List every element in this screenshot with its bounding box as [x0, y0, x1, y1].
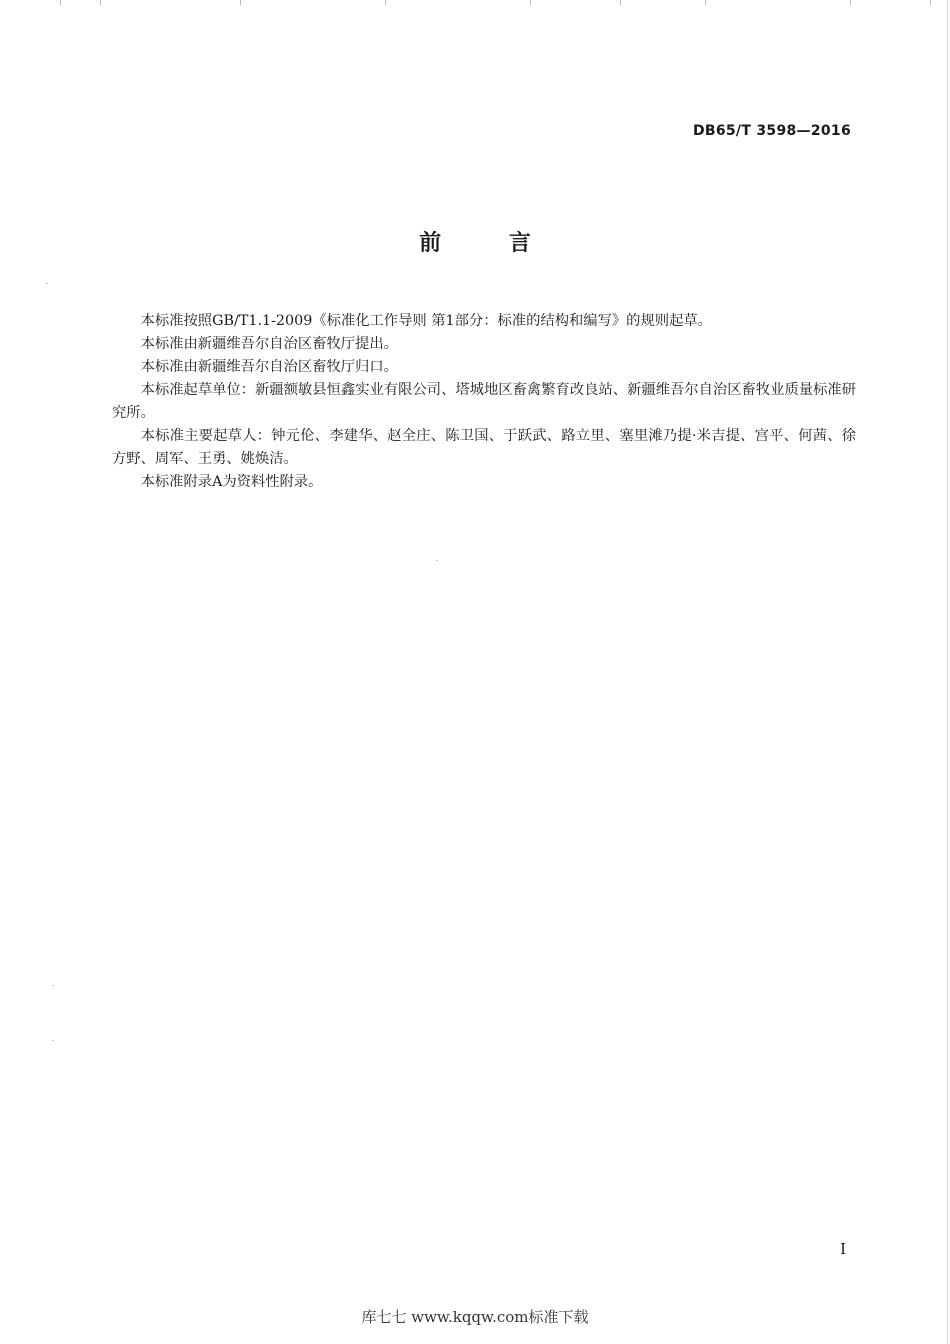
paragraph-drafting-rules: 本标准按照GB/T1.1-2009《标准化工作导则 第1部分：标准的结构和编写》的规则起草。	[140, 313, 712, 329]
paragraph-drafting-units: 本标准起草单位：新疆额敏县恒鑫实业有限公司、塔城地区畜禽繁育改良站、新疆维吾尔自治区畜牧业质量标准研究所。	[112, 382, 856, 421]
paragraph-proposer: 本标准由新疆维吾尔自治区畜牧厅提出。	[140, 336, 398, 352]
paragraph-appendix-note: 本标准附录A为资料性附录。	[140, 474, 323, 490]
page-title: 前 言	[419, 231, 561, 256]
page-number: I	[840, 1240, 846, 1258]
foreword-body	[112, 310, 856, 494]
scan-speck	[52, 985, 54, 986]
download-footer: 库七七 www.kqqw.com标准下载	[361, 1308, 589, 1326]
scan-right-edge	[947, 0, 948, 1344]
scan-speck	[52, 1040, 54, 1041]
paragraph-drafters: 本标准主要起草人：钟元伦、李建华、赵全庄、陈卫国、于跃武、路立里、塞里滩乃提·米吉提、宫平、何茜、徐方野、周军、王勇、姚焕洁。	[112, 428, 856, 467]
scan-top-edge	[0, 0, 950, 6]
paragraph-administrator: 本标准由新疆维吾尔自治区畜牧厅归口。	[140, 359, 398, 375]
scan-speck	[46, 283, 48, 284]
scan-speck	[436, 560, 438, 561]
standard-code: DB65/T 3598—2016	[692, 123, 851, 139]
